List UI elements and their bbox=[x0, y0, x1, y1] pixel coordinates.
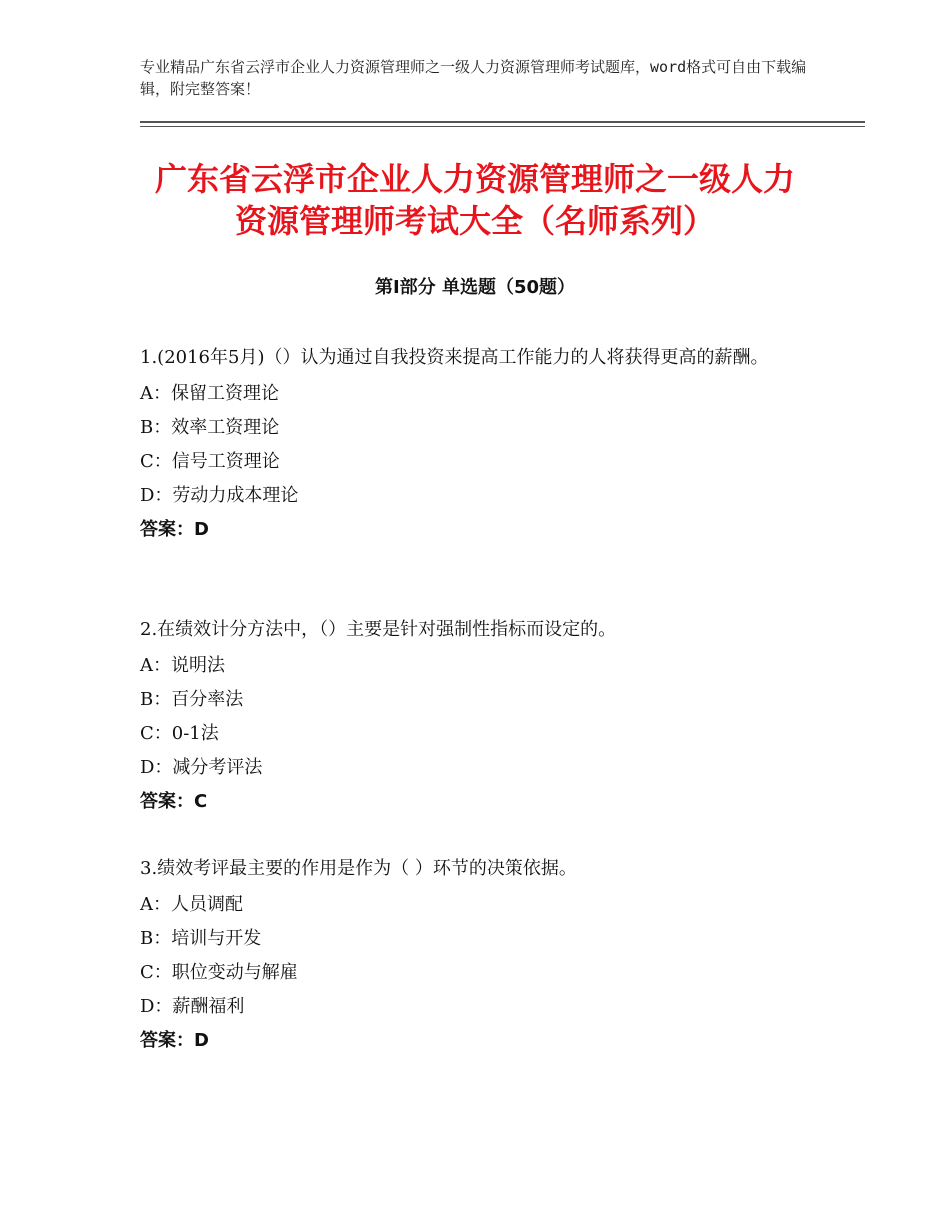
question-stem: 1.(2016年5月)（）认为通过自我投资来提高工作能力的人将获得更高的薪酬。 bbox=[140, 347, 769, 368]
option-c: C：0-1法 bbox=[140, 723, 219, 744]
answer: 答案：D bbox=[140, 1030, 209, 1051]
option-c: C：信号工资理论 bbox=[140, 451, 280, 472]
answer: 答案：D bbox=[140, 519, 209, 540]
question-stem: 3.绩效考评最主要的作用是作为（ ）环节的决策依据。 bbox=[140, 858, 577, 879]
header-divider-thick bbox=[140, 121, 865, 123]
header-divider-thin bbox=[140, 126, 865, 127]
question-1 bbox=[140, 343, 820, 547]
header-note: 专业精品广东省云浮市企业人力资源管理师之一级人力资源管理师考试题库，word格式可自由下载编辑，附完整答案！ bbox=[140, 58, 807, 98]
question-stem: 2.在绩效计分方法中，（）主要是针对强制性指标而设定的。 bbox=[140, 619, 617, 640]
option-a: A：说明法 bbox=[140, 655, 225, 676]
option-b: B：百分率法 bbox=[140, 689, 244, 710]
answer: 答案：C bbox=[140, 791, 208, 812]
option-b: B：效率工资理论 bbox=[140, 417, 280, 438]
option-c: C：职位变动与解雇 bbox=[140, 962, 298, 983]
document-title: 广东省云浮市企业人力资源管理师之一级人力资源管理师考试大全（名师系列） bbox=[154, 160, 795, 240]
option-d: D：薪酬福利 bbox=[140, 996, 245, 1017]
option-d: D：减分考评法 bbox=[140, 757, 263, 778]
section-title: 第Ⅰ部分 单选题（50题） bbox=[374, 277, 575, 298]
option-a: A：保留工资理论 bbox=[140, 383, 279, 404]
option-a: A：人员调配 bbox=[140, 894, 243, 915]
option-d: D：劳动力成本理论 bbox=[140, 485, 299, 506]
question-2 bbox=[140, 615, 820, 819]
question-3 bbox=[140, 854, 820, 1058]
option-b: B：培训与开发 bbox=[140, 928, 262, 949]
